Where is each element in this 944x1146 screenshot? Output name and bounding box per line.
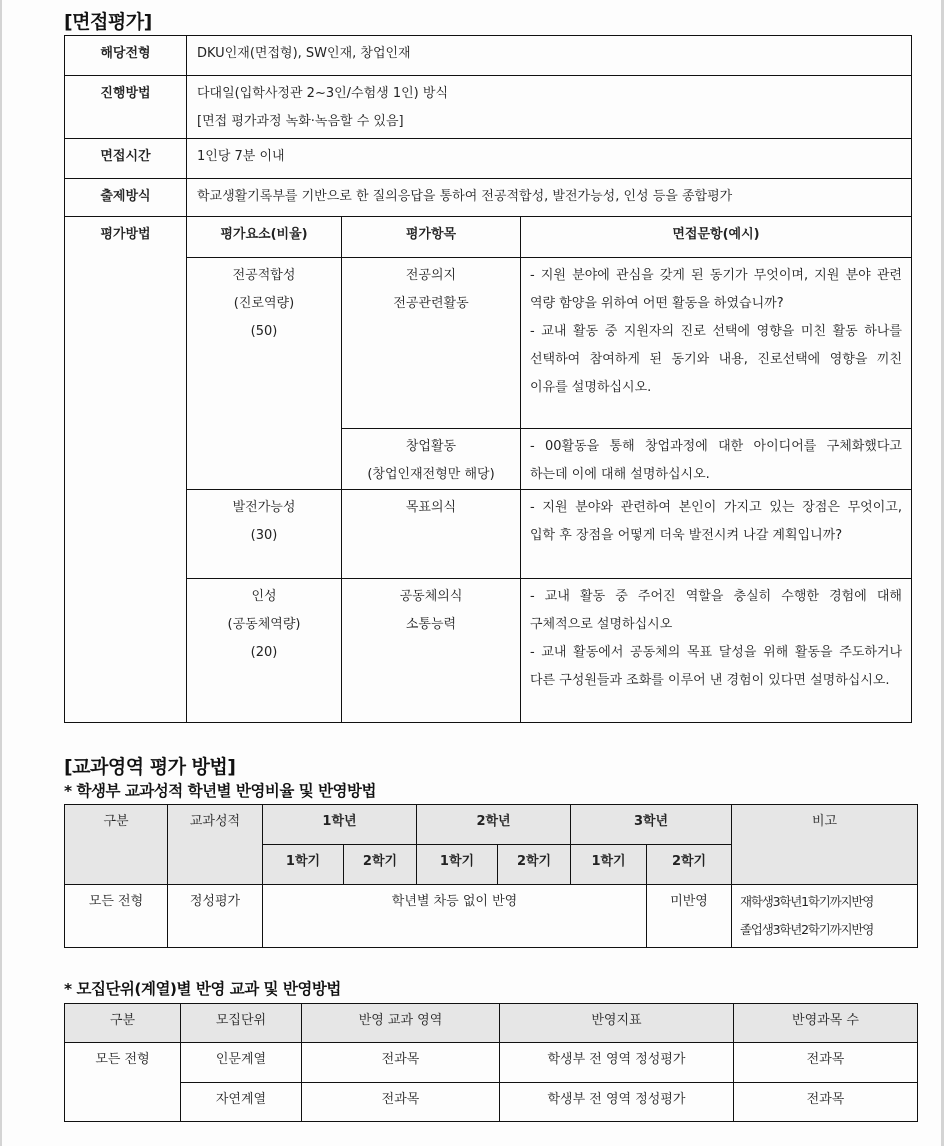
row-label: 출제방식 xyxy=(65,179,187,217)
col-header-question: 면접문항(예시) xyxy=(521,217,912,258)
header-category: 구분 xyxy=(65,805,168,885)
cell-count: 전과목 xyxy=(734,1043,918,1083)
item-cell xyxy=(342,490,521,579)
item-cell xyxy=(342,579,521,723)
unit-row xyxy=(65,1043,918,1083)
interview-row-format xyxy=(65,179,912,217)
grade-table-subtitle: * 학생부 교과성적 학년별 반영비율 및 반영방법 xyxy=(64,782,376,800)
interview-table xyxy=(64,35,912,723)
col-header-element: 평가요소(비율) xyxy=(187,217,342,258)
item-name: 공동체의식 xyxy=(399,589,463,604)
interview-row-type xyxy=(65,36,912,76)
element-sub: (공동체역량) xyxy=(227,617,301,632)
col-header-item: 평가항목 xyxy=(342,217,521,258)
header-year-3: 3학년 xyxy=(571,805,732,845)
element-cell xyxy=(187,490,342,579)
question: - 지원 분야에 관심을 갖게 된 동기가 무엇이며, 지원 분야 관련 역량 함양을 위하여 어떤 활동을 하였습니까? xyxy=(530,268,902,311)
method-row xyxy=(65,579,912,723)
header-semester: 2학기 xyxy=(344,845,417,885)
item-cell xyxy=(342,429,521,490)
header-note: 비고 xyxy=(732,805,918,885)
cell-unit: 인문계열 xyxy=(181,1043,302,1083)
element-ratio: (50) xyxy=(250,324,278,339)
header-semester: 2학기 xyxy=(498,845,571,885)
cell-area: 전과목 xyxy=(302,1043,500,1083)
interview-row-time xyxy=(65,139,912,179)
cell-count: 전과목 xyxy=(734,1083,918,1122)
question-cell xyxy=(521,579,912,723)
header-semester: 2학기 xyxy=(647,845,732,885)
interview-section-title: [면접평가] xyxy=(64,11,152,33)
row-label: 해당전형 xyxy=(65,36,187,76)
cell-index: 학생부 전 영역 정성평가 xyxy=(500,1083,734,1122)
grade-header-row-1 xyxy=(65,805,918,845)
cell-index: 학생부 전 영역 정성평가 xyxy=(500,1043,734,1083)
item-note: (창업인재전형만 해당) xyxy=(367,467,495,482)
item-name: 전공의지 xyxy=(405,268,457,283)
method-row xyxy=(65,258,912,429)
row-label: 진행방법 xyxy=(65,76,187,139)
subject-section-title: [교과영역 평가 방법] xyxy=(64,756,236,778)
unit-table xyxy=(64,1003,918,1122)
grade-table xyxy=(64,804,918,948)
item-name: 목표의식 xyxy=(405,500,457,515)
header-category: 구분 xyxy=(65,1004,181,1043)
element-name: 발전가능성 xyxy=(232,500,296,515)
page-edge-left xyxy=(0,0,2,1146)
question-cell xyxy=(521,429,912,490)
header-year-2: 2학년 xyxy=(417,805,571,845)
cell-category: 모든 전형 xyxy=(65,1043,181,1122)
item-cell xyxy=(342,258,521,429)
header-unit: 모집단위 xyxy=(181,1004,302,1043)
row-value xyxy=(187,76,912,139)
element-ratio: (30) xyxy=(250,528,278,543)
question: - 교내 활동에서 공동체의 목표 달성을 위해 활동을 주도하거나 다른 구성원들과 조화를 이루어 낸 경험이 있다면 설명하십시오. xyxy=(530,645,902,688)
item-name: 전공관련활동 xyxy=(393,296,469,311)
item-name: 창업활동 xyxy=(405,439,457,454)
question: - 00활동을 통해 창업과정에 대한 아이디어를 구체화했다고 하는데 이에 대해 설명하십시오. xyxy=(530,439,902,482)
element-cell xyxy=(187,258,342,490)
method-header-row xyxy=(65,217,912,258)
header-index: 반영지표 xyxy=(500,1004,734,1043)
header-semester: 1학기 xyxy=(571,845,647,885)
row-value: 1인당 7분 이내 xyxy=(187,139,912,179)
cell-category: 모든 전형 xyxy=(65,885,168,948)
method-label: 평가방법 xyxy=(65,217,187,723)
grade-data-row xyxy=(65,885,918,948)
note-line: 졸업생3학년2학기까지반영 xyxy=(740,922,874,937)
question: - 교내 활동 중 주어진 역할을 충실히 수행한 경험에 대해 구체적으로 설명하십시오 xyxy=(530,589,902,632)
item-name: 소통능력 xyxy=(405,617,457,632)
note-line: 재학생3학년1학기까지반영 xyxy=(740,894,874,909)
cell-unit: 자연계열 xyxy=(181,1083,302,1122)
element-name: 전공적합성 xyxy=(232,268,296,283)
cell-not-reflected: 미반영 xyxy=(647,885,732,948)
question: - 교내 활동 중 지원자의 진로 선택에 영향을 미친 활동 하나를 선택하여 참여하게 된 동기와 내용, 진로선택에 영향을 끼친 이유를 설명하십시오. xyxy=(530,324,902,395)
question: - 지원 분야와 관련하여 본인이 가지고 있는 장점은 무엇이고, 입학 후 장점을 어떻게 더욱 발전시켜 나갈 계획입니까? xyxy=(530,500,902,543)
header-semester: 1학기 xyxy=(263,845,344,885)
header-score: 교과성적 xyxy=(168,805,263,885)
procedure-line-2: [면접 평가과정 녹화·녹음할 수 있음] xyxy=(197,114,404,129)
element-ratio: (20) xyxy=(250,645,278,660)
cell-score: 정성평가 xyxy=(168,885,263,948)
cell-reflected: 학년별 차등 없이 반영 xyxy=(263,885,647,948)
cell-notes xyxy=(732,885,918,948)
unit-row xyxy=(65,1083,918,1122)
element-cell xyxy=(187,579,342,723)
unit-header-row xyxy=(65,1004,918,1043)
method-row xyxy=(65,490,912,579)
row-value: 학교생활기록부를 기반으로 한 질의응답을 통하여 전공적합성, 발전가능성, 인성 등을 종합평가 xyxy=(187,179,912,217)
question-cell xyxy=(521,258,912,429)
element-name: 인성 xyxy=(251,589,277,604)
interview-row-procedure xyxy=(65,76,912,139)
header-semester: 1학기 xyxy=(417,845,498,885)
question-cell xyxy=(521,490,912,579)
cell-area: 전과목 xyxy=(302,1083,500,1122)
row-value: DKU인재(면접형), SW인재, 창업인재 xyxy=(187,36,912,76)
unit-table-subtitle: * 모집단위(계열)별 반영 교과 및 반영방법 xyxy=(64,980,341,998)
procedure-line-1: 다대일(입학사정관 2~3인/수험생 1인) 방식 xyxy=(197,86,448,101)
row-label: 면접시간 xyxy=(65,139,187,179)
header-count: 반영과목 수 xyxy=(734,1004,918,1043)
element-sub: (진로역량) xyxy=(233,296,295,311)
header-area: 반영 교과 영역 xyxy=(302,1004,500,1043)
header-year-1: 1학년 xyxy=(263,805,417,845)
